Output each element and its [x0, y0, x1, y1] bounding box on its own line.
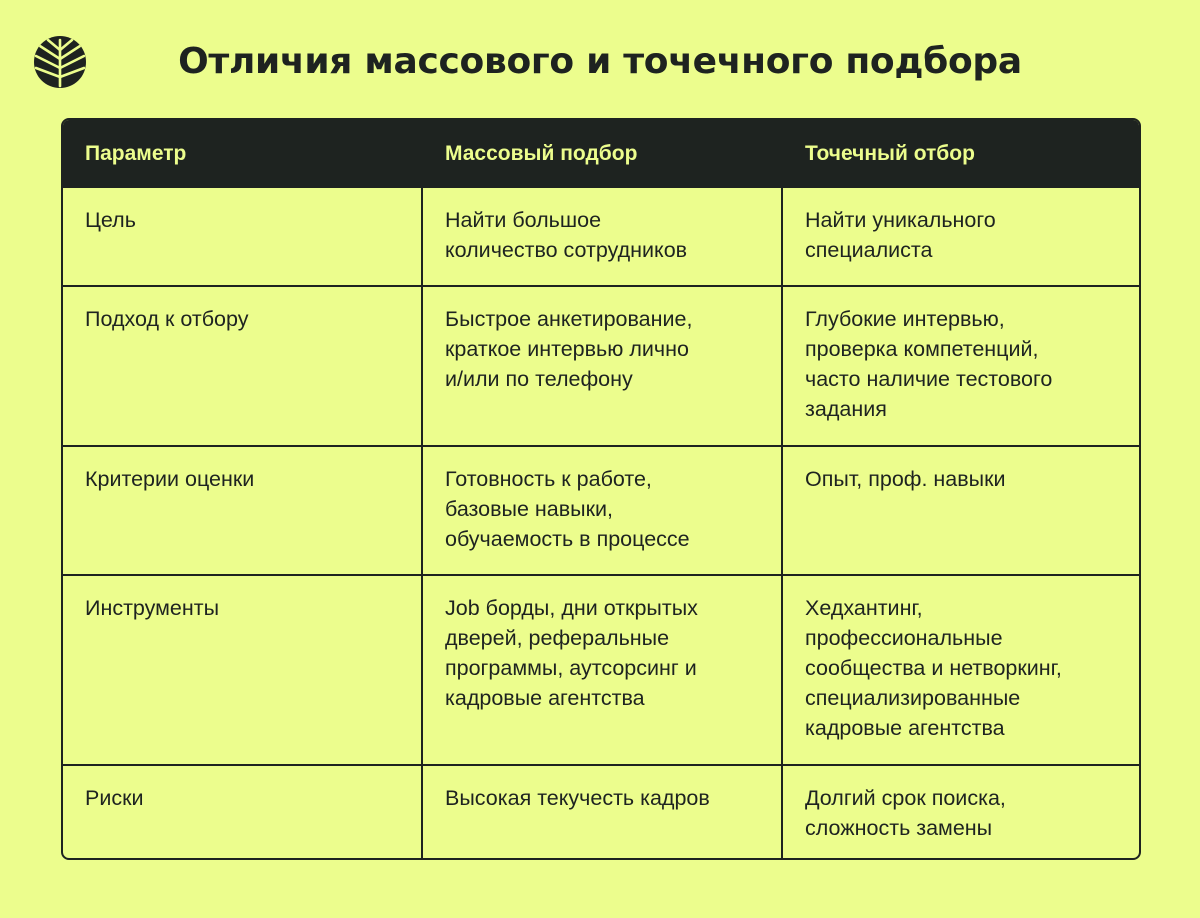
cell-text: Найти уникального специалиста — [805, 208, 996, 262]
table-row — [63, 575, 1139, 765]
table-row — [63, 188, 1139, 286]
table-cell — [782, 286, 1139, 446]
table-row — [63, 765, 1139, 860]
table-cell — [63, 446, 422, 575]
cell-text: Цель — [85, 208, 136, 232]
table-cell — [782, 575, 1139, 765]
table-row — [63, 286, 1139, 446]
page-title: Отличия массового и точечного подбора — [178, 41, 1022, 82]
cell-text: Критерии оценки — [85, 467, 255, 491]
cell-text: Готовность к работе, базовые навыки, обучаемость в процессе — [445, 467, 690, 551]
table-cell — [63, 188, 422, 286]
table-cell — [422, 446, 782, 575]
header-targeted-selection: Точечный отбор — [805, 142, 975, 165]
table-cell — [422, 286, 782, 446]
cell-text: Инструменты — [85, 596, 220, 620]
cell-text: Долгий срок поиска, сложность замены — [805, 786, 1006, 840]
cell-text: Опыт, проф. навыки — [805, 467, 1006, 491]
table-cell — [782, 188, 1139, 286]
comparison-table — [61, 118, 1141, 860]
header-parameter: Параметр — [63, 120, 422, 188]
table-cell — [422, 765, 782, 860]
cell-text: Высокая текучесть кадров — [445, 786, 710, 810]
table-cell — [782, 765, 1139, 860]
cell-text: Риски — [85, 786, 144, 810]
cell-text: Найти большое количество сотрудников — [445, 208, 688, 262]
table-cell — [782, 446, 1139, 575]
table-row — [63, 446, 1139, 575]
table-cell — [63, 765, 422, 860]
header-mass-recruitment: Массовый подбор — [422, 120, 782, 188]
cell-text: Подход к отбору — [85, 307, 249, 331]
table-cell — [422, 188, 782, 286]
table-cell — [422, 575, 782, 765]
cell-text: Глубокие интервью, проверка компетенций, часто наличие тестового задания — [805, 307, 1053, 421]
table-cell — [63, 575, 422, 765]
cell-text: Быстрое анкетирование, краткое интервью лично и/или по телефону — [445, 307, 693, 391]
table-header-row — [63, 120, 1139, 188]
table-cell — [63, 286, 422, 446]
cell-text: Хедхантинг, профессиональные сообщества и нетворкинг, специализированные кадровые агентства — [805, 596, 1062, 740]
cell-text: Job борды, дни открытых дверей, реферальные программы, аутсорсинг и кадровые агентства — [445, 596, 698, 710]
